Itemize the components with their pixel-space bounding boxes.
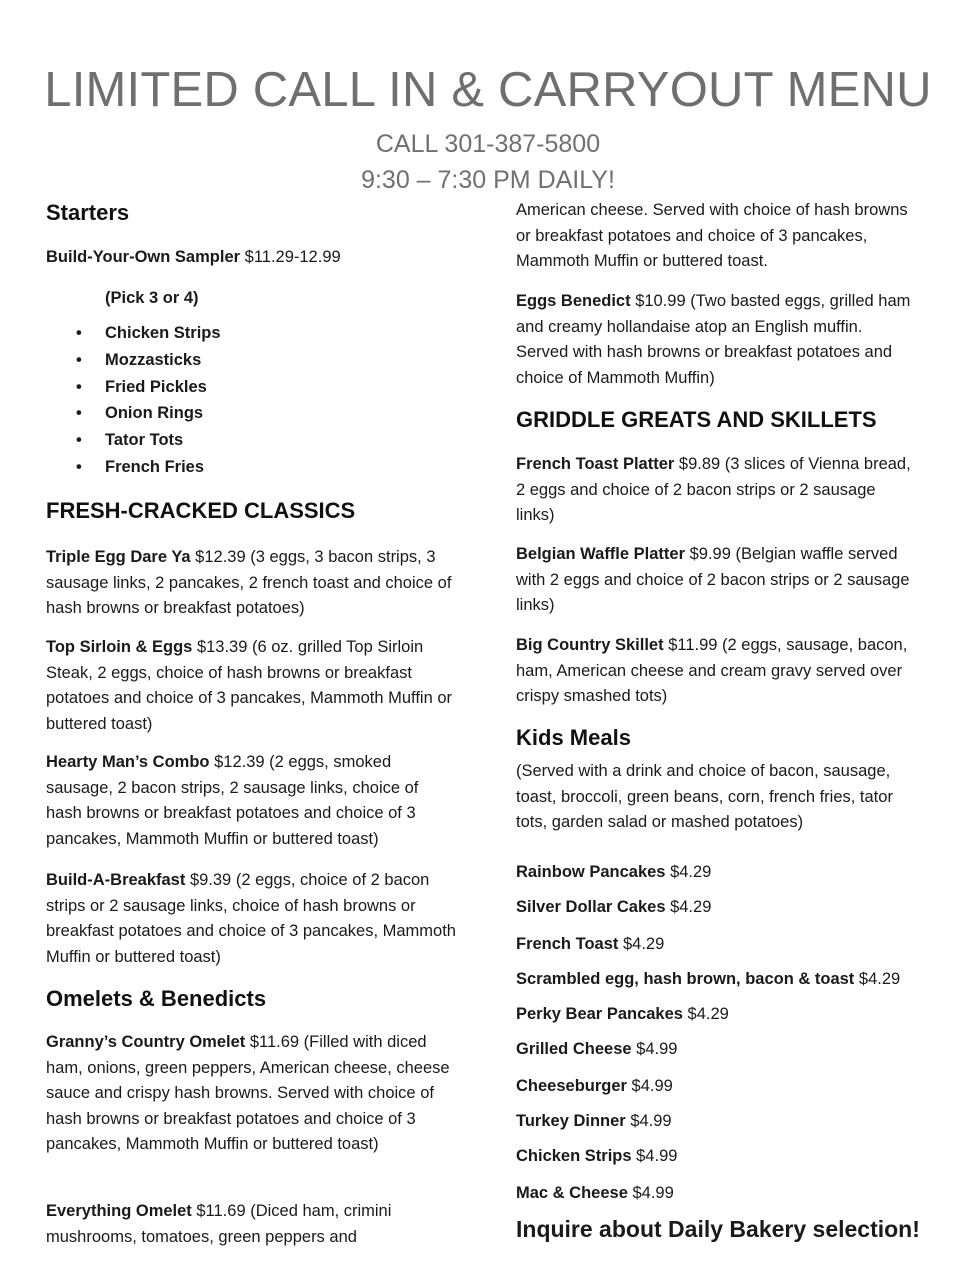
list-item: • Tator Tots [76, 431, 184, 449]
phone-number: CALL 301-387-5800 [375, 130, 601, 158]
kids-item: Turkey Dinner $4.99 [516, 1112, 672, 1130]
kids-item: Rainbow Pancakes $4.29 [516, 863, 712, 881]
kids-heading: Kids Meals [516, 725, 631, 750]
menu-item: Top Sirloin & Eggs $13.39 (6 oz. grilled Top Sirloin Steak, 2 eggs, choice of hash browns or breakfast potatoes and choice of 3 pancakes, Mammoth Muffin or buttered toast) [46, 638, 453, 733]
sampler-name: Build-Your-Own Sampler [46, 248, 241, 266]
menu-item: Big Country Skillet $11.99 (2 eggs, sausage, bacon, ham, American cheese and cream gravy served over crispy smashed tots) [516, 636, 908, 705]
kids-item: French Toast $4.29 [516, 935, 665, 953]
list-item: • Onion Rings [76, 404, 204, 422]
classics-heading: FRESH-CRACKED CLASSICS [46, 498, 356, 523]
kids-item: Grilled Cheese $4.99 [516, 1040, 678, 1058]
sampler-item [46, 245, 466, 271]
list-item: • Mozzasticks [76, 351, 202, 369]
menu-item: Build-A-Breakfast $9.39 (2 eggs, choice of 2 bacon strips or 2 sausage links, choice of hash browns or breakfast potatoes and choice of 3 pancakes, Mammoth Muffin or buttered toast) [46, 871, 456, 966]
list-item: • Chicken Strips [76, 324, 221, 342]
bakery-note: Inquire about Daily Bakery selection! [516, 1216, 920, 1242]
menu-item: Everything Omelet $11.69 (Diced ham, crimini mushrooms, tomatoes, green peppers and [46, 1202, 392, 1246]
menu-item: Granny’s Country Omelet $11.69 (Filled with diced ham, onions, green peppers, American cheese, cheese sauce and crispy hash browns. Served with choice of hash browns or breakfast potatoes and choice of 3 pancakes, Mammoth Muffin or buttered toast) [46, 1033, 450, 1153]
kids-item: Perky Bear Pancakes $4.29 [516, 1005, 729, 1023]
menu-item: Triple Egg Dare Ya $12.39 (3 eggs, 3 bacon strips, 3 sausage links, 2 pancakes, 2 french toast and choice of hash browns or breakfast potatoes) [46, 548, 452, 617]
page-title: LIMITED CALL IN & CARRYOUT MENU [44, 63, 932, 117]
list-item: • French Fries [76, 458, 205, 476]
sampler-price: $11.29-12.99 [244, 248, 341, 266]
kids-item: Silver Dollar Cakes $4.29 [516, 898, 712, 916]
griddle-heading: GRIDDLE GREATS AND SKILLETS [516, 407, 877, 432]
kids-item: Scrambled egg, hash brown, bacon & toast $4.29 [516, 970, 901, 988]
kids-item: Cheeseburger $4.99 [516, 1077, 673, 1095]
omelet-continued: American cheese. Served with choice of hash browns or breakfast potatoes and choice of 3 pancakes, Mammoth Muffin or buttered toast. [516, 201, 908, 270]
menu-item: French Toast Platter $9.89 (3 slices of Vienna bread, 2 eggs and choice of 2 bacon strips or 2 sausage links) [516, 455, 911, 524]
menu-item: Hearty Man’s Combo $12.39 (2 eggs, smoked sausage, 2 bacon strips, 2 sausage links, choice of hash browns or breakfast potatoes and choice of 3 pancakes, Mammoth Muffin or buttered toast) [46, 753, 419, 848]
kids-note: (Served with a drink and choice of bacon, sausage, toast, broccoli, green beans, corn, french fries, tator tots, garden salad or mashed potatoes) [516, 762, 893, 831]
kids-item: Chicken Strips $4.99 [516, 1147, 678, 1165]
pick-note: (Pick 3 or 4) [105, 289, 199, 307]
kids-item: Mac & Cheese $4.99 [516, 1184, 674, 1202]
starters-heading: Starters [46, 200, 130, 225]
menu-item: Belgian Waffle Platter $9.99 (Belgian waffle served with 2 eggs and choice of 2 bacon strips or 2 sausage links) [516, 545, 910, 614]
hours: 9:30 – 7:30 PM DAILY! [361, 166, 615, 194]
menu-item: Eggs Benedict $10.99 (Two basted eggs, grilled ham and creamy hollandaise atop an English muffin. Served with hash browns or breakfast potatoes and choice of Mammoth Muffin) [516, 292, 911, 387]
omelets-heading: Omelets & Benedicts [46, 986, 267, 1011]
list-item: • Fried Pickles [76, 378, 207, 396]
